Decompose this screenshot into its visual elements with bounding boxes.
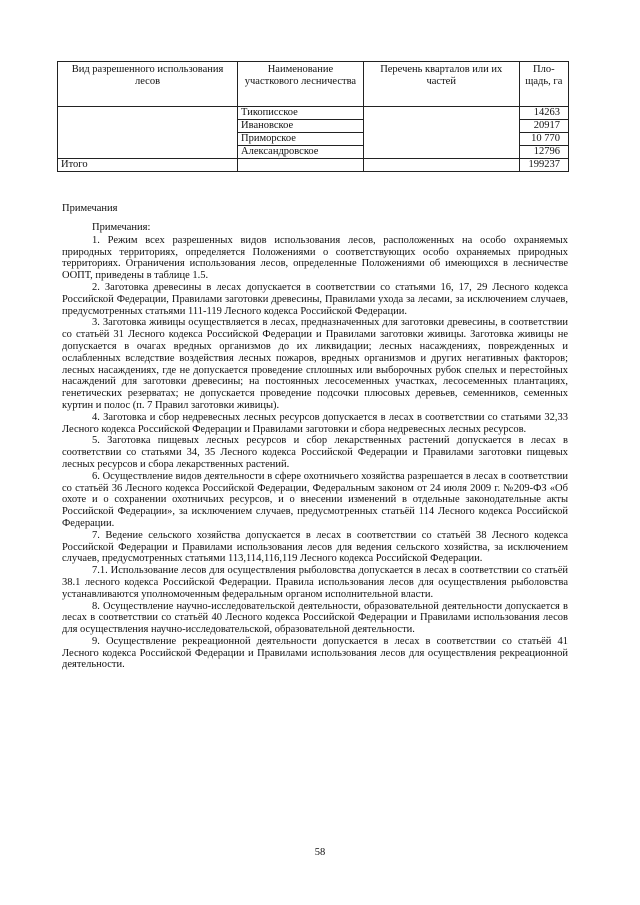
- empty-cell: [238, 159, 364, 172]
- note-paragraph: 6. Осуществление видов деятельности в сфере охотничьего хозяйства разрешается в лесах в соответствии со статьёй 36 Лесного кодекса Российской Федерации, Федеральным законом от 24 июля 2009 г. №209-ФЗ «Об охоте и о сохранении охотничьих ресурсов, и о внесении изменений в отдельные законодательные акты Российской Федерации», за исключением случаев, предусмотренных статьёй 114 Лесного кодекса Российской Федерации.: [62, 470, 568, 529]
- total-label: Итого: [58, 159, 238, 172]
- area-cell: 10 770: [519, 133, 568, 146]
- note-paragraph: 7.1. Использование лесов для осуществления рыболовства допускается в лесах в соответствии со статьёй 38.1 лесного кодекса Российской Федерации. Правила использования лесов для осуществления рыболовства устанавливаются уполномоченным федеральным органом исполнительной власти.: [62, 565, 568, 600]
- forest-use-table: [57, 61, 569, 172]
- note-paragraph: 1. Режим всех разрешенных видов использования лесов, расположенных на особо охраняемых природных территориях, определяется Положениями о соответствующих особо охраняемых природных территориях. Ограничения использования лесов, определенные Положениями об имеющихся в лесничестве ООПТ, приведены в таблице 1.5.: [62, 234, 568, 282]
- area-cell: 14263: [519, 107, 568, 120]
- quarters-cell: [363, 107, 519, 159]
- note-paragraph: 9. Осуществление рекреационной деятельности допускается в лесах в соответствии со статьёй 41 Лесного кодекса Российской Федерации и Правилами использования лесов для осуществления рекреационной деятельности.: [62, 635, 568, 671]
- use-type-cell: [58, 107, 238, 159]
- note-paragraph: 2. Заготовка древесины в лесах допускается в соответствии со статьями 16, 17, 29 Лесного кодекса Российской Федерации, Правилами заготовки древесины, Правилами ухода за лесами, за исключением случаев, предусмотренных статьями 111-119 Лесного кодекса Российской Федерации.: [62, 281, 568, 317]
- note-paragraph: 4. Заготовка и сбор недревесных лесных ресурсов допускается в лесах в соответствии со статьями 32,33 Лесного кодекса Российской Федерации и Правилами заготовки и сбора недревесных лесных ресурсов.: [62, 411, 568, 435]
- district-cell: Приморское: [238, 133, 364, 146]
- note-paragraph: 3. Заготовка живицы осуществляется в лесах, предназначенных для заготовки древесины, в соответствии со статьёй 31 Лесного кодекса Российской Федерации и Правилами заготовки живицы. Заготовка живицы не допускается в очагах вредных организмов до их ликвидации; лесных насаждениях, поврежденных и ослабленных вследствие воздействия лесных пожаров, вредных организмов и других негативных факторов; лесных насаждениях, где не допускается проведение сплошных или выборочных рубок спелых и перестойных насаждений для заготовки древесины; на постоянных лесосеменных участках, лесосеменных плантациях, генетических резерватах; не допускается проведение подсочки плюсовых деревьев, семенников, семенных куртин и полос (п. 7 Правил заготовки живицы).: [62, 317, 568, 411]
- header-quarters: Перечень кварталов или их частей: [363, 62, 519, 107]
- empty-cell: [363, 159, 519, 172]
- area-cell: 12796: [519, 146, 568, 159]
- district-cell: Ивановское: [238, 120, 364, 133]
- note-paragraph: 8. Осуществление научно-исследовательской деятельности, образовательной деятельности допускается в лесах в соответствии со статьёй 40 Лесного кодекса Российской Федерации и Правилами использования лесов для осуществления научно-исследовательской, образовательной деятельности.: [62, 600, 568, 636]
- note-paragraph: 7. Ведение сельского хозяйства допускается в лесах в соответствии со статьёй 38 Лесного кодекса Российской Федерации и Правилами использования лесов для ведения сельского хозяйства, за исключением случаев, предусмотренных статьями 113,114,116,119 Лесного кодекса Российской Федерации.: [62, 529, 568, 565]
- page-number: 58: [314, 847, 326, 858]
- notes-heading: Примечания:: [92, 222, 151, 233]
- total-area: 199237: [519, 159, 568, 172]
- table-header-row: [58, 62, 569, 107]
- district-cell: Александровское: [238, 146, 364, 159]
- header-area: Пло-щадь, га: [519, 62, 568, 107]
- notes-title: Примечания: [62, 203, 118, 214]
- note-paragraph: 5. Заготовка пищевых лесных ресурсов и сбор лекарственных растений допускается в лесах в соответствии со статьями 34, 35 Лесного кодекса Российской Федерации и Правилами заготовки пищевых лесных ресурсов и сбора лекарственных растений.: [62, 435, 568, 470]
- district-cell: Тикописское: [238, 107, 364, 120]
- table-row: [58, 107, 569, 120]
- header-use-type: Вид разрешенного использования лесов: [58, 62, 238, 107]
- area-cell: 20917: [519, 120, 568, 133]
- notes-section: [62, 222, 568, 671]
- header-district: Наименование участкового лесничества: [238, 62, 364, 107]
- table-total-row: [58, 159, 569, 172]
